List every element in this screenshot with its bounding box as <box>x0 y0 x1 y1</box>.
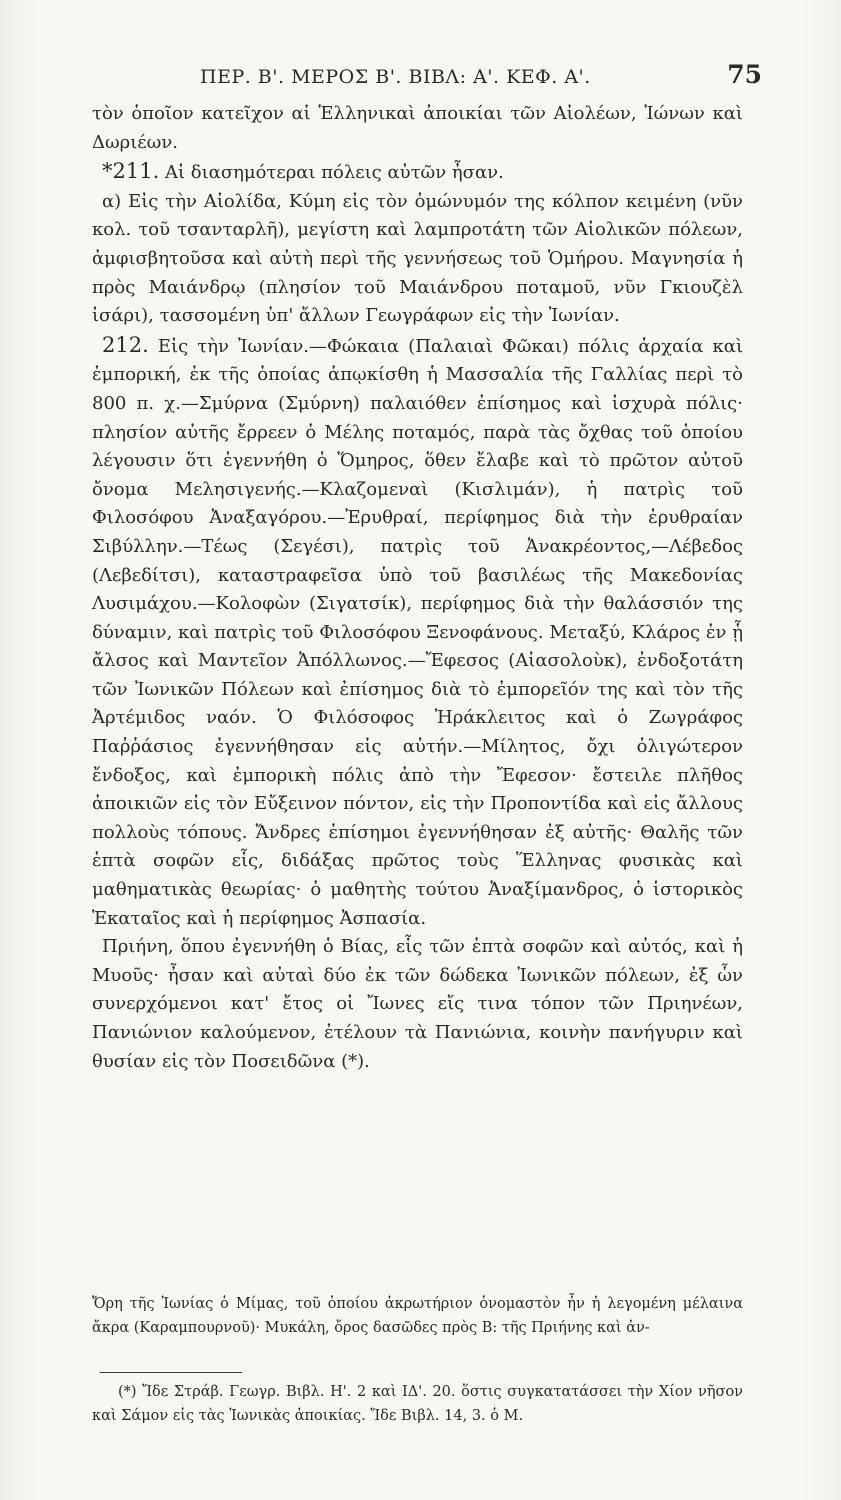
paragraph-priene: Πριήνη, ὅπου ἐγεννήθη ὁ Βίας, εἷς τῶν ἑπτὰ σοφῶν καὶ αὐτός, καὶ ἡ Μυοῦς· ἦσαν καὶ αὐταὶ δύο ἐκ τῶν δώδεκα Ἰωνικῶν πόλεων, ἐξ ὧν συνερχόμενοι κατ' ἔτος οἱ Ἴωνες εἴς τινα τόπον τῶν Πριηνέων, Πανιώνιον καλούμενον, ἐτέλουν τὰ Πανιώνια, κοινὴν πανήγυριν καὶ θυσίαν εἰς τὸν Ποσειδῶνα (*). <box>92 936 743 1072</box>
section-number-211: *211. <box>102 159 160 184</box>
small-print-section <box>92 1292 743 1340</box>
paragraph-211 <box>92 157 743 188</box>
paragraph-212-text: Εἰς τὴν Ἰωνίαν.—Φώκαια (Παλαιαὶ Φῶκαι) πόλις ἀρχαία καὶ ἐμπορική, ἐκ τῆς ὁποίας ἀπῳκίσθη ἡ Μασσαλία τῆς Γαλλίας περὶ τὸ 800 π. χ.—Σμύρνα (Σμύρνη) παλαιόθεν ἐπίσημος καὶ ἰσχυρὰ πόλις· πλησίον αὐτῆς ἔρρεεν ὁ Μέλης ποταμός, παρὰ τὰς ὄχθας τοῦ ὁποίου λέγουσιν ὅτι ἐγεννήθη ὁ Ὅμηρος, ὅθεν ἔλαβε καὶ τὸ πρῶτον αὐτοῦ ὄνομα Μελησιγενής.—Κλαζομεναὶ (Κισλιμάν), ἡ πατρὶς τοῦ Φιλοσόφου Ἀναξαγόρου.—Ἐρυθραί, περίφημος διὰ τὴν ἐρυθραίαν Σιβύλλην.—Τέως (Σεγέσι), πατρὶς τοῦ Ἀνακρέοντος,—Λέβεδος (Λεβεδίτσι), καταστραφεῖσα ὑπὸ τοῦ βασιλέως τῆς Μακεδονίας Λυσιμάχου.—Κολοφὼν (Σιγατσίκ), περίφημος διὰ τὴν θαλάσσιόν της δύναμιν, καὶ πατρὶς τοῦ Φιλοσόφου Ξενοφάνους. Μεταξύ, Κλάρος ἐν ᾗ ἄλσος καὶ Μαντεῖον Ἀπόλλωνος.—Ἔφεσος (Αἰασολοὺκ), ἐνδοξοτάτη τῶν Ἰωνικῶν Πόλεων καὶ ἐπίσημος διὰ τὸ ἐμπορεῖόν της καὶ τὸν τῆς Ἀρτέμιδος ναόν. Ὁ Φιλόσοφος Ἡράκλειτος καὶ ὁ Ζωγράφος Παῤῥάσιος ἐγεννήθησαν εἰς αὐτήν.—Μίλητος, ὄχι ὀλιγώτερον ἔνδοξος, καὶ ἐμπορικὴ πόλις ἀπὸ τὴν Ἔφεσον· ἔστειλε πλῆθος ἀποικιῶν εἰς τὸν Εὔξεινον πόντον, εἰς τὴν Προποντίδα καὶ εἰς ἄλλους πολλοὺς τόπους. Ἄνδρες ἐπίσημοι ἐγεννήθησαν ἐξ αὐτῆς· Θαλῆς τῶν ἑπτὰ σοφῶν εἷς, διδάξας πρῶτος τοὺς Ἕλληνας φυσικὰς καὶ μαθηματικὰς θεωρίας· ὁ μαθητὴς τούτου Ἀναξίμανδρος, ὁ ἱστορικὸς Ἑκαταῖος καὶ ἡ περίφημος Ἀσπασία. <box>92 335 743 929</box>
paragraph-intro: τὸν ὁποῖον κατεῖχον αἱ Ἑλληνικαὶ ἀποικίαι τῶν Αἰολέων, Ἰώνων καὶ Δωριέων. <box>92 103 743 153</box>
paragraph-aiolis: α) Εἰς τὴν Αἰολίδα, Κύμη εἰς τὸν ὁμώνυμόν της κόλπον κειμένη (νῦν κολ. τοῦ τσανταρλῆ), μεγίστη καὶ λαμπροτάτη τῶν Αἰολικῶν πόλεων, ἀμφισβητοῦσα καὶ αὐτὴ περὶ τῆς γεννήσεως τοῦ Ὁμήρου. Μαγνησία ἡ πρὸς Μαιάνδρῳ (πλησίον τοῦ Μαιάνδρου ποταμοῦ, νῦν Γκιουζὲλ ἰσάρι), τασσομένη ὑπ' ἄλλων Γεωγράφων εἰς τὴν Ἰωνίαν. <box>92 190 743 327</box>
section-number-212: 212. <box>102 332 149 357</box>
page-number: 75 <box>727 60 762 89</box>
paragraph-211-text: Αἱ διασημότεραι πόλεις αὐτῶν ἦσαν. <box>159 162 504 184</box>
footnote-rule <box>100 1372 242 1373</box>
main-text <box>92 100 743 1076</box>
paragraph-212 <box>92 331 743 933</box>
footnote-section <box>92 1380 743 1428</box>
small-print-mountains: Ὄρη τῆς Ἰωνίας ὁ Μίμας, τοῦ ὁποίου ἀκρωτήριον ὀνομαστὸν ἦν ἡ λεγομένη μέλαινα ἄκρα (Καραμπουρνοῦ)· Μυκάλη, ὄρος δασῶδες πρὸς Β: τῆς Πριήνης καὶ ἀν- <box>92 1296 743 1336</box>
page-header <box>92 58 762 98</box>
running-head: ΠΕΡ. Β'. ΜΕΡΟΣ Β'. ΒΙΒΛ: Α'. ΚΕΦ. Α'. <box>200 66 591 88</box>
footnote-strabo: (*) Ἴδε Στράβ. Γεωγρ. Βιβλ. Η'. 2 καὶ ΙΔ'. 20. ὅστις συγκατατάσσει τὴν Χίον νῆσον καὶ Σάμον εἰς τὰς Ἰωνικὰς ἀποικίας. Ἴδε Βιβλ. 14, 3. ὁ Μ. <box>92 1384 743 1424</box>
